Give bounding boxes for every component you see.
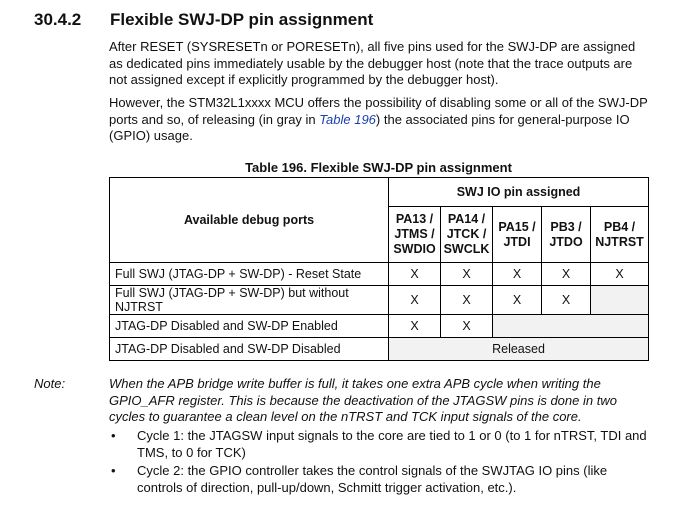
table-row (110, 263, 649, 286)
port-cell: Full SWJ (JTAG-DP + SW-DP) but without NJTRST (110, 286, 389, 315)
released-gray-cell (591, 286, 649, 315)
assigned-cell: X (542, 263, 591, 286)
note-bullet-list (109, 428, 649, 498)
paragraph-reset: After RESET (SYSRESETn or PORESETn), all five pins used for the SWJ-DP are assigned as dedicated pins immediately usable by the debugger host (note that the trace outputs are not assigned except if explicitly programmed by the debugger host). (109, 39, 636, 87)
table-row (110, 286, 649, 315)
bullet-text: Cycle 2: the GPIO controller takes the control signals of the SWJTAG IO pins (like controls of direction, pull-up/down, Schmitt trigger activation, etc.). (137, 463, 608, 495)
table-caption: Table 196. Flexible SWJ-DP pin assignment (245, 160, 512, 175)
released-gray-cell (493, 315, 649, 338)
table-row (110, 315, 649, 338)
table-row (110, 338, 649, 361)
header-available-ports: Available debug ports (110, 178, 389, 263)
assigned-cell: X (441, 315, 493, 338)
assigned-cell: X (542, 286, 591, 315)
assigned-cell: X (493, 286, 542, 315)
header-pin-4: PB4 / NJTRST (591, 207, 649, 263)
paragraph-release-text-1: However, the STM32L1xxxx MCU offers the possibility of disabling some or all of the SWJ-DP ports and so, of releasing (in gray in (109, 95, 648, 127)
note-bullet-item (109, 463, 649, 496)
port-cell: JTAG-DP Disabled and SW-DP Enabled (110, 315, 389, 338)
bullet-icon: • (111, 428, 116, 443)
header-pin-1: PA14 / JTCK / SWCLK (441, 207, 493, 263)
released-cell: Released (389, 338, 649, 361)
port-cell: Full SWJ (JTAG-DP + SW-DP) - Reset State (110, 263, 389, 286)
paragraph-release-text-2: ) the associated pins for general-purpose IO (GPIO) usage. (109, 111, 630, 143)
section-heading (34, 10, 373, 30)
paragraph-release (109, 95, 649, 145)
assigned-cell: X (389, 263, 441, 286)
port-cell: JTAG-DP Disabled and SW-DP Disabled (110, 338, 389, 361)
header-pin-2: PA15 / JTDI (493, 207, 542, 263)
assigned-cell: X (591, 263, 649, 286)
assigned-cell: X (441, 286, 493, 315)
section-title: Flexible SWJ-DP pin assignment (110, 10, 374, 29)
note-label: Note: (34, 376, 66, 391)
header-pin-0: PA13 / JTMS / SWDIO (389, 207, 441, 263)
note-bullet-item (109, 428, 649, 461)
swj-pin-table (109, 177, 649, 361)
header-pin-3: PB3 / JTDO (542, 207, 591, 263)
assigned-cell: X (389, 286, 441, 315)
bullet-icon: • (111, 463, 116, 478)
table-196-link[interactable]: Table 196 (319, 111, 376, 127)
header-pin-group: SWJ IO pin assigned (389, 178, 649, 207)
section-number: 30.4.2 (34, 10, 82, 29)
assigned-cell: X (441, 263, 493, 286)
note-text: When the APB bridge write buffer is full, it takes one extra APB cycle when writing the GPIO_AFR register. This is because the deactivation of the JTAGSW pins is done in two cycles to guarantee a clean level on the nTRST and TCK input signals of the core. (109, 376, 617, 424)
assigned-cell: X (493, 263, 542, 286)
assigned-cell: X (389, 315, 441, 338)
bullet-text: Cycle 1: the JTAGSW input signals to the core are tied to 1 or 0 (to 1 for nTRST, TDI and TMS, to 0 for TCK) (137, 428, 647, 460)
